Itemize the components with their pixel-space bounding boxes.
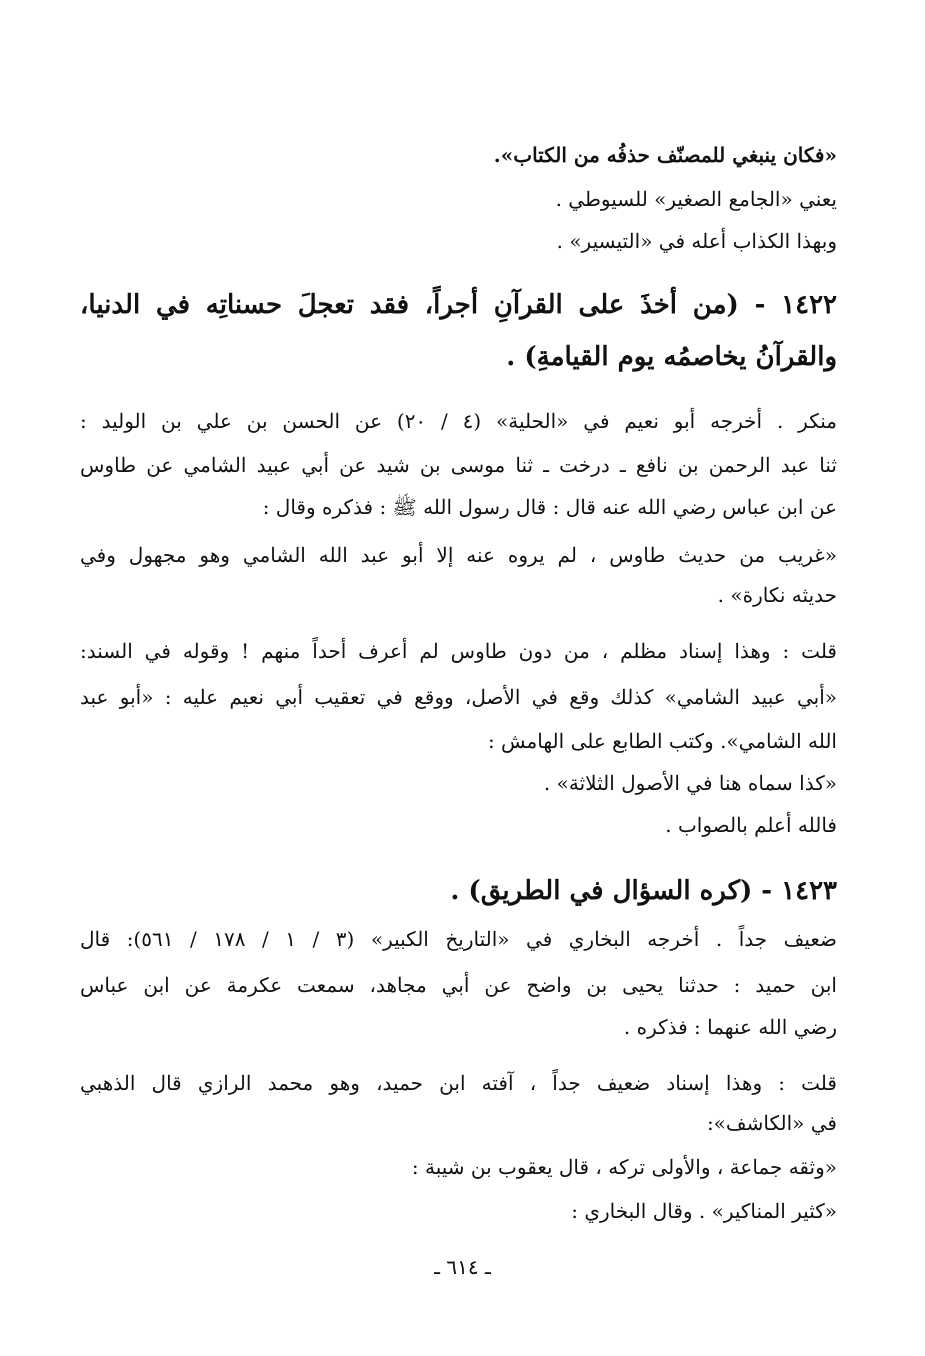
hadith-heading-1423: ١٤٢٣ - (كره السؤال في الطريق) . — [450, 876, 837, 906]
commentary-line: «كذا سماه هنا في الأصول الثلاثة» . — [543, 771, 837, 795]
intro-quote: «فكان ينبغي للمصنّف حذفُه من الكتاب». — [493, 143, 837, 167]
commentary-line: قلت : وهذا إسناد مظلم ، من دون طاوس لم أعرف أحداً منهم ! وقوله في السند: — [80, 639, 837, 663]
takhrij-line: رضي الله عنهما : فذكره . — [623, 1015, 837, 1039]
page-number: ـ ٦١٤ ـ — [434, 1255, 491, 1279]
hadith-heading-1422: ١٤٢٢ - (من أخذَ على القرآنِ أجراً، فقد تعجلَ حسناتِه في الدنيا، — [80, 290, 837, 320]
quote-line: «غريب من حديث طاوس ، لم يروه عنه إلا أبو عبد الله الشامي وهو مجهول وفي — [80, 543, 837, 567]
commentary-line: في «الكاشف»: — [706, 1111, 837, 1135]
commentary-line: «كثير المناكير» . وقال البخاري : — [571, 1199, 837, 1223]
intro-line: يعني «الجامع الصغير» للسيوطي . — [555, 187, 837, 211]
takhrij-line: عن ابن عباس رضي الله عنه قال : قال رسول الله ﷺ : فذكره وقال : — [262, 495, 837, 519]
commentary-line: قلت : وهذا إسناد ضعيف جداً ، آفته ابن حميد، وهو محمد الرازي قال الذهبي — [80, 1071, 837, 1095]
takhrij-line: ضعيف جداً . أخرجه البخاري في «التاريخ الكبير» (٣ / ١ / ١٧٨ / ٥٦١): قال — [80, 927, 838, 951]
takhrij-line: منكر . أخرجه أبو نعيم في «الحلية» (٤ / ٢٠) عن الحسن بن علي بن الوليد : — [80, 409, 837, 433]
intro-line: وبهذا الكذاب أعله في «التيسير» . — [556, 229, 837, 253]
hadith-heading-1422-cont: والقرآنُ يخاصمُه يوم القيامةِ) . — [506, 342, 837, 372]
commentary-line: «أبي عبيد الشامي» كذلك وقع في الأصل، ووقع في تعقيب أبي نعيم عليه : «أبو عبد — [80, 685, 837, 709]
quote-line: حديثه نكارة» . — [717, 583, 837, 607]
takhrij-line: ثنا عبد الرحمن بن نافع ـ درخت ـ ثنا موسى بن شيد عن أبي عبيد الشامي عن طاوس — [80, 453, 837, 477]
commentary-line: «وثقه جماعة ، والأولى تركه ، قال يعقوب بن شيبة : — [411, 1155, 837, 1179]
commentary-line: فالله أعلم بالصواب . — [665, 813, 837, 837]
commentary-line: الله الشامي». وكتب الطابع على الهامش : — [487, 729, 837, 753]
takhrij-line: ابن حميد : حدثنا يحيى بن واضح عن أبي مجاهد، سمعت عكرمة عن ابن عباس — [80, 973, 837, 997]
